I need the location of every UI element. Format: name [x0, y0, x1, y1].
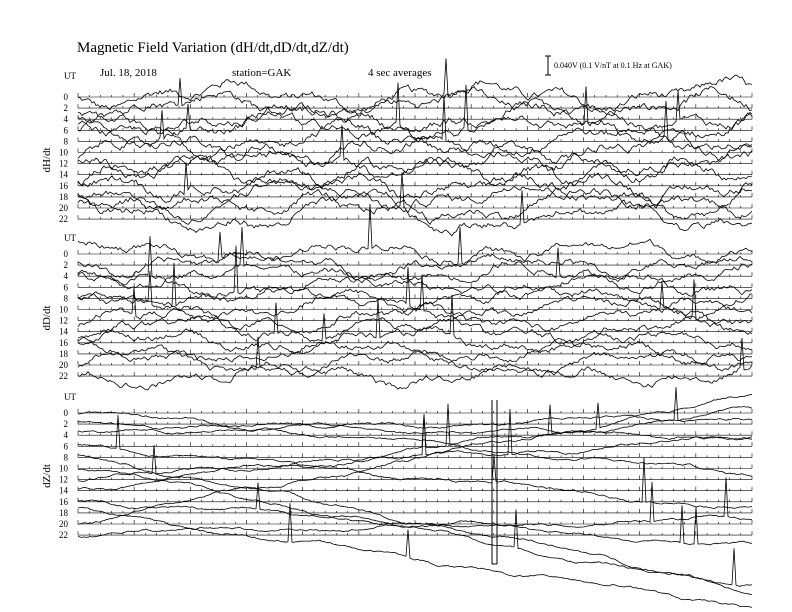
- chart-title: Magnetic Field Variation (dH/dt,dD/dt,dZ/dt): [77, 40, 349, 56]
- scale-bar: [545, 56, 672, 75]
- hour-tick-label: 0: [63, 408, 68, 418]
- hour-tick-label: 20: [59, 360, 68, 370]
- date-label: Jul. 18, 2018: [100, 67, 157, 79]
- hour-tick-label: 18: [59, 348, 68, 359]
- hour-tick-label: 12: [59, 158, 68, 169]
- hour-tick-label: 10: [59, 304, 68, 315]
- hour-tick-label: 22: [59, 371, 68, 382]
- hour-tick-label: 18: [59, 507, 68, 518]
- hour-tick-label: 14: [59, 326, 68, 337]
- ut-label: UT: [64, 392, 76, 402]
- hour-tick-label: 0: [63, 92, 68, 102]
- variation-trace: [78, 295, 752, 354]
- hour-tick-label: 22: [59, 530, 68, 541]
- variation-trace: [78, 415, 752, 508]
- scale-label: 0.040V (0.1 V/nT at 0.1 Hz at GAK): [554, 61, 672, 70]
- hour-tick-label: 8: [63, 293, 68, 304]
- hour-tick-label: 8: [63, 452, 68, 463]
- hour-tick-label: 20: [59, 203, 68, 213]
- hour-tick-label: 10: [59, 147, 68, 158]
- hour-tick-label: 4: [63, 271, 68, 282]
- averaging-label: 4 sec averages: [368, 67, 432, 79]
- hour-tick-label: 16: [59, 180, 68, 191]
- hour-tick-label: 12: [59, 474, 68, 485]
- panel-ylabel: dD/dt: [41, 305, 53, 331]
- hour-tick-label: 14: [59, 485, 68, 496]
- hour-tick-label: 12: [59, 315, 68, 326]
- hour-tick-label: 2: [63, 260, 68, 271]
- hour-tick-label: 2: [63, 103, 68, 114]
- panel-ylabel: dZ/dt: [41, 464, 53, 488]
- hour-tick-label: 14: [59, 169, 68, 180]
- variation-trace: [78, 204, 752, 267]
- ut-label: UT: [64, 233, 76, 243]
- hour-tick-label: 18: [59, 191, 68, 202]
- hour-tick-label: 16: [59, 337, 68, 348]
- hour-tick-label: 0: [63, 249, 68, 259]
- hour-tick-label: 8: [63, 136, 68, 147]
- variation-trace: [78, 503, 752, 607]
- hour-tick-label: 6: [63, 125, 68, 136]
- hour-tick-label: 22: [59, 214, 68, 225]
- variation-trace: [78, 477, 752, 537]
- panel-ylabel: dH/dt: [41, 147, 53, 173]
- hour-tick-label: 2: [63, 419, 68, 430]
- panels-group: [41, 71, 752, 540]
- hour-tick-label: 4: [63, 114, 68, 125]
- station-label: station=GAK: [232, 67, 292, 79]
- panel-1: [41, 233, 752, 381]
- hour-tick-label: 20: [59, 519, 68, 529]
- hour-tick-label: 4: [63, 430, 68, 441]
- ut-label: UT: [64, 71, 76, 81]
- variation-trace: [78, 483, 752, 545]
- hour-tick-label: 6: [63, 282, 68, 293]
- hour-tick-label: 16: [59, 496, 68, 507]
- variation-trace: [78, 236, 752, 300]
- hour-tick-label: 6: [63, 441, 68, 452]
- hour-tick-label: 10: [59, 463, 68, 474]
